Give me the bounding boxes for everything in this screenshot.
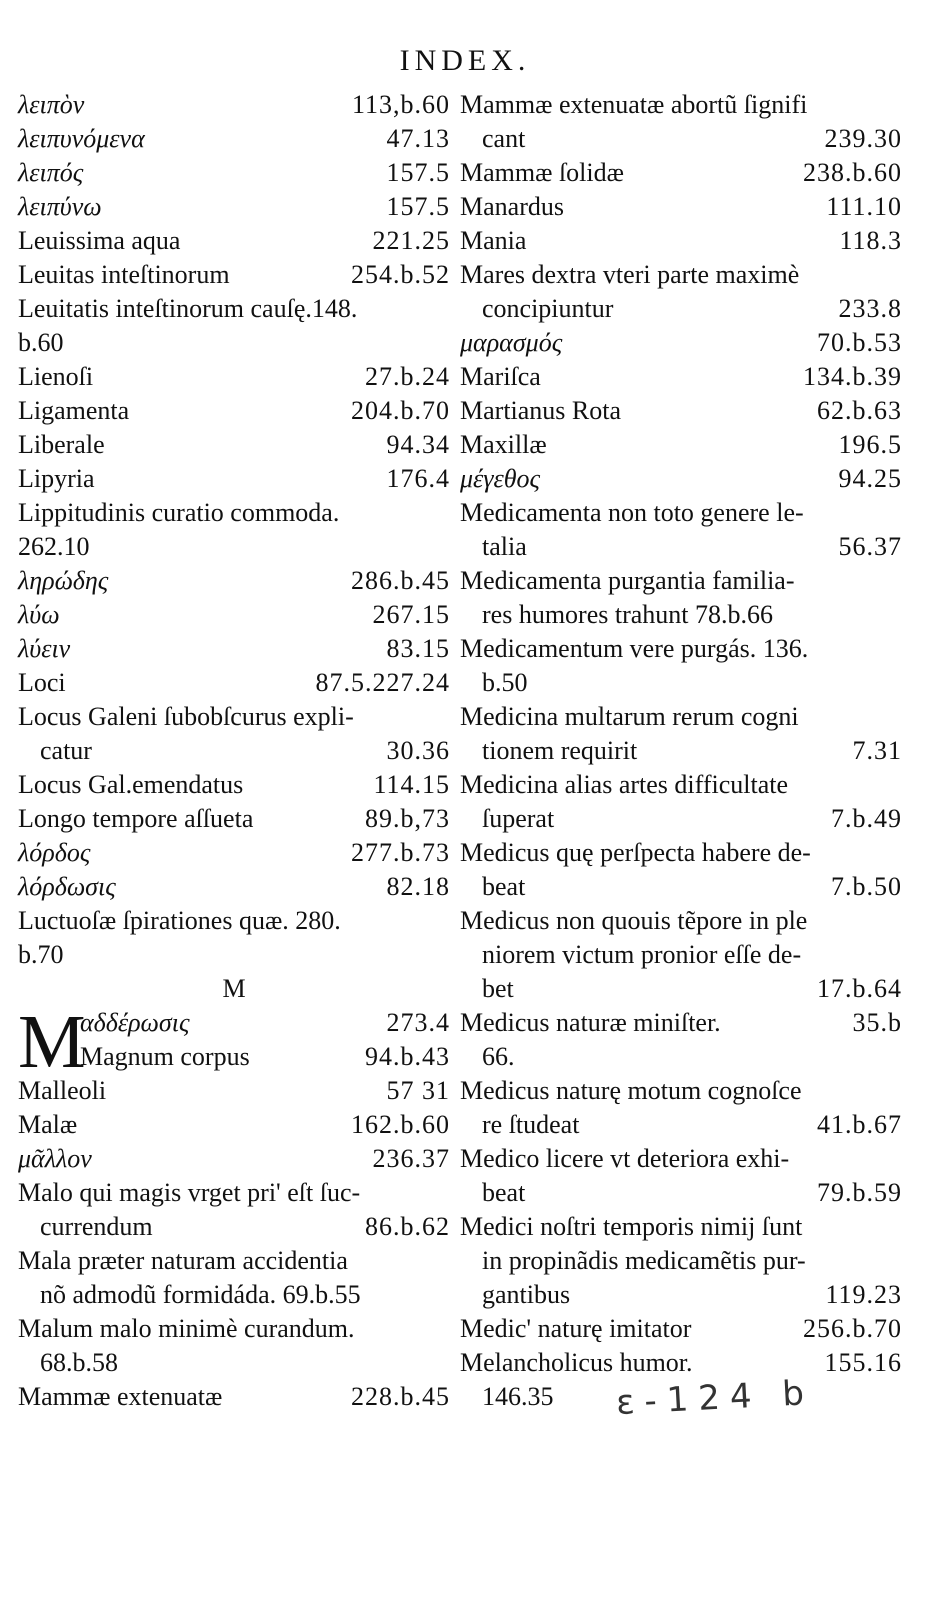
- entry-term: Longo tempore aſſueta: [18, 804, 254, 833]
- entry-term: Locus Galeni ſubobſcurus expli-: [18, 702, 354, 731]
- entry-term: res humores trahunt 78.b.66: [482, 600, 774, 629]
- entry-term: Medici noſtri temporis nimij ſunt: [460, 1212, 803, 1241]
- entry-term: Magnum corpus: [80, 1042, 250, 1071]
- index-entry: [460, 258, 902, 292]
- index-entry: [460, 836, 902, 870]
- index-entry: [18, 1176, 450, 1210]
- entry-page-ref: 256.b.70: [803, 1314, 902, 1343]
- right-entries: [460, 88, 902, 1414]
- index-entry: [460, 530, 902, 564]
- index-entry: [18, 428, 450, 462]
- entry-page-ref: 87.5.227.24: [315, 668, 450, 697]
- entry-term: Medicus naturæ miniſter.: [460, 1008, 721, 1037]
- entry-page-ref: 273.4: [386, 1008, 450, 1037]
- entry-page-ref: 118.3: [839, 226, 902, 255]
- index-entry: [460, 904, 902, 938]
- index-entry: [18, 870, 450, 904]
- entry-page-ref: 94.34: [386, 430, 450, 459]
- index-entry: [460, 428, 902, 462]
- index-entry: [460, 360, 902, 394]
- entry-term: Leuitatis inteſtinorum cauſę.148.: [18, 294, 358, 323]
- entry-term: Mariſca: [460, 362, 541, 391]
- right-column: [460, 88, 902, 1414]
- entry-page-ref: 7.31: [852, 736, 902, 765]
- index-entry: [18, 1244, 450, 1278]
- entry-term: Maxillæ: [460, 430, 547, 459]
- entry-term: Locus Gal.emendatus: [18, 770, 244, 799]
- index-entry: [18, 734, 450, 768]
- entry-term: λύειν: [18, 634, 71, 663]
- entry-page-ref: 70.b.53: [817, 328, 902, 357]
- entry-page-ref: 119.23: [825, 1280, 902, 1309]
- entry-term: niorem victum pronior eſſe de-: [482, 940, 802, 969]
- index-entry: [18, 598, 450, 632]
- index-entry: [18, 156, 450, 190]
- entry-page-ref: 35.b: [852, 1008, 902, 1037]
- entry-term: concipiuntur: [482, 294, 614, 323]
- index-entry: [460, 666, 902, 700]
- index-entry: [460, 156, 902, 190]
- index-entry: [460, 734, 902, 768]
- entry-page-ref: 286.b.45: [351, 566, 450, 595]
- index-entry: [460, 1210, 902, 1244]
- index-entry: [18, 768, 450, 802]
- index-entry: [460, 1006, 902, 1040]
- entry-term: ſuperat: [482, 804, 555, 833]
- index-entry: [18, 632, 450, 666]
- entry-term: in propinãdis medicamẽtis pur-: [482, 1246, 806, 1275]
- entry-page-ref: 238.b.60: [803, 158, 902, 187]
- index-entry: [460, 1278, 902, 1312]
- entry-term: λύω: [18, 600, 60, 629]
- index-entry: [18, 1108, 450, 1142]
- index-entry: [18, 462, 450, 496]
- entry-term: beat: [482, 1178, 526, 1207]
- index-entry: [18, 360, 450, 394]
- entry-page-ref: 111.10: [826, 192, 902, 221]
- index-entry: [460, 88, 902, 122]
- entry-page-ref: 56.37: [838, 532, 902, 561]
- entry-term: μαρασμός: [460, 328, 563, 357]
- entry-term: Mares dextra vteri parte maximè: [460, 260, 800, 289]
- entry-term: Mammæ extenuatæ abortũ ſignifi: [460, 90, 808, 119]
- entry-term: λόρδωσις: [18, 872, 116, 901]
- index-entry: [18, 394, 450, 428]
- entry-term: Manardus: [460, 192, 564, 221]
- index-entry: [18, 1380, 450, 1414]
- entry-term: currendum: [40, 1212, 153, 1241]
- entry-page-ref: 277.b.73: [351, 838, 450, 867]
- index-entry: [460, 1346, 902, 1380]
- index-entry: [460, 1074, 902, 1108]
- entry-term: Martianus Rota: [460, 396, 622, 425]
- index-entry: [460, 1176, 902, 1210]
- m-section-start: [18, 1000, 450, 1084]
- entry-term: 68.b.58: [40, 1348, 118, 1377]
- entry-term: Malum malo minimè curandum.: [18, 1314, 355, 1343]
- entry-page-ref: 233.8: [838, 294, 902, 323]
- entry-term: catur: [40, 736, 92, 765]
- entry-term: αδδέρωσις: [80, 1008, 190, 1037]
- handwritten-note: ε-124 b: [615, 1372, 815, 1424]
- section-letter: M: [222, 974, 246, 1003]
- entry-page-ref: 41.b.67: [817, 1110, 902, 1139]
- entry-page-ref: 79.b.59: [817, 1178, 902, 1207]
- entry-page-ref: 47.13: [386, 124, 450, 153]
- index-entry: [18, 122, 450, 156]
- entry-term: Medicina alias artes difficultate: [460, 770, 788, 799]
- index-entry: [18, 666, 450, 700]
- index-entry: [18, 258, 450, 292]
- index-entry: [460, 292, 902, 326]
- entry-term: cant: [482, 124, 526, 153]
- index-entry: [18, 836, 450, 870]
- entry-term: Malo qui magis vrget pri' eſt ſuc-: [18, 1178, 361, 1207]
- entry-term: Melancholicus humor.: [460, 1348, 693, 1377]
- index-entry: [460, 326, 902, 360]
- entry-term: b.50: [482, 668, 528, 697]
- index-entry: [460, 1040, 902, 1074]
- entry-term: Lipyria: [18, 464, 95, 493]
- page-title: INDEX.: [399, 44, 531, 77]
- left-entries: [18, 88, 450, 972]
- entry-page-ref: 30.36: [386, 736, 450, 765]
- entry-page-ref: 204.b.70: [351, 396, 450, 425]
- entry-page-ref: 134.b.39: [803, 362, 902, 391]
- index-entry: [460, 802, 902, 836]
- index-entry: [18, 224, 450, 258]
- entry-term: 262.10: [18, 532, 90, 561]
- entry-page-ref: 7.b.49: [831, 804, 902, 833]
- index-entry: [460, 1108, 902, 1142]
- index-entry: [18, 700, 450, 734]
- entry-term: ληρώδης: [18, 566, 109, 595]
- index-entry: [18, 802, 450, 836]
- entry-term: Medicus non quouis tẽpore in ple: [460, 906, 808, 935]
- index-entry: [18, 530, 450, 564]
- index-entry: [460, 938, 902, 972]
- entry-page-ref: 94.25: [838, 464, 902, 493]
- entry-term: b.70: [18, 940, 64, 969]
- entry-term: Lienoſi: [18, 362, 94, 391]
- entry-term: Mammæ extenuatæ: [18, 1382, 223, 1411]
- entry-term: Mammæ ſolidæ: [460, 158, 624, 187]
- entry-term: Medicus naturę motum cognoſce: [460, 1076, 802, 1105]
- left-column: [18, 88, 450, 1414]
- entry-term: talia: [482, 532, 527, 561]
- entry-term: Leuissima aqua: [18, 226, 181, 255]
- index-entry: [460, 1244, 902, 1278]
- entry-term: μᾶλλον: [18, 1144, 92, 1173]
- entry-page-ref: 176.4: [386, 464, 450, 493]
- index-entry: [18, 496, 450, 530]
- entry-term: Ligamenta: [18, 396, 130, 425]
- entry-page-ref: 236.37: [372, 1144, 450, 1173]
- entry-term: Medic' naturę imitator: [460, 1314, 692, 1343]
- entry-term: λειπός: [18, 158, 84, 187]
- entry-term: λόρδος: [18, 838, 91, 867]
- entry-page-ref: 83.15: [386, 634, 450, 663]
- index-entry: [18, 326, 450, 360]
- entry-term: bet: [482, 974, 514, 1003]
- entry-page-ref: 89.b,73: [365, 804, 450, 833]
- index-entry: [460, 190, 902, 224]
- entry-term: λειπυνόμενα: [18, 124, 145, 153]
- entry-term: Medicus quę perſpecta habere de-: [460, 838, 811, 867]
- entry-term: beat: [482, 872, 526, 901]
- index-entry: [460, 700, 902, 734]
- index-entry: [18, 1278, 450, 1312]
- index-entry: [18, 88, 450, 122]
- index-entry: [460, 122, 902, 156]
- entry-term: Malleoli: [18, 1076, 107, 1105]
- entry-term: μέγεθος: [460, 464, 541, 493]
- index-entry: [18, 190, 450, 224]
- entry-page-ref: 7.b.50: [831, 872, 902, 901]
- entry-term: Liberale: [18, 430, 105, 459]
- index-entry: [460, 462, 902, 496]
- entry-page-ref: 228.b.45: [351, 1382, 450, 1411]
- entry-page-ref: 86.b.62: [365, 1212, 450, 1241]
- index-entry: [18, 904, 450, 938]
- index-entry: [18, 938, 450, 972]
- entry-page-ref: 157.5: [386, 192, 450, 221]
- index-entry: [460, 564, 902, 598]
- index-entry: [460, 632, 902, 666]
- entry-term: Lippitudinis curatio commoda.: [18, 498, 340, 527]
- entry-term: Medicamenta purgantia familia-: [460, 566, 795, 595]
- index-entry: [460, 1142, 902, 1176]
- left-entries-after: [18, 1074, 450, 1414]
- entry-page-ref: 267.15: [372, 600, 450, 629]
- entry-page-ref: 82.18: [386, 872, 450, 901]
- entry-page-ref: 27.b.24: [365, 362, 450, 391]
- index-entry: [18, 1346, 450, 1380]
- index-entry: [460, 496, 902, 530]
- entry-term: Malæ: [18, 1110, 78, 1139]
- entry-term: gantibus: [482, 1280, 571, 1309]
- entry-term: Luctuoſæ ſpirationes quæ. 280.: [18, 906, 341, 935]
- entry-term: Medicamenta non toto genere le-: [460, 498, 804, 527]
- index-entry: [18, 292, 450, 326]
- entry-page-ref: 113,b.60: [351, 90, 450, 119]
- index-entry: [80, 1040, 450, 1074]
- index-entry: [80, 1006, 450, 1040]
- index-entry: [460, 870, 902, 904]
- entry-page-ref: 155.16: [824, 1348, 902, 1377]
- entry-term: 66.: [482, 1042, 515, 1071]
- entry-page-ref: 196.5: [838, 430, 902, 459]
- entry-term: re ſtudeat: [482, 1110, 580, 1139]
- dropcap-letter: M: [18, 1000, 86, 1084]
- index-entry: [460, 394, 902, 428]
- entry-term: λειπύνω: [18, 192, 102, 221]
- entry-page-ref: 57 31: [386, 1076, 450, 1105]
- entry-page-ref: 254.b.52: [351, 260, 450, 289]
- entry-term: Medicamentum vere purgás. 136.: [460, 634, 809, 663]
- entry-page-ref: 94.b.43: [365, 1042, 450, 1071]
- index-entry: [18, 1210, 450, 1244]
- index-entry: [18, 1142, 450, 1176]
- entry-term: nõ admodũ formidáda. 69.b.55: [40, 1280, 361, 1309]
- index-entry: [18, 564, 450, 598]
- entry-term: b.60: [18, 328, 64, 357]
- entry-term: tionem requirit: [482, 736, 638, 765]
- entry-page-ref: 17.b.64: [817, 974, 902, 1003]
- entry-page-ref: 239.30: [824, 124, 902, 153]
- entry-term: Medico licere vt deteriora exhi-: [460, 1144, 790, 1173]
- entry-term: Mala præter naturam accidentia: [18, 1246, 348, 1275]
- entry-term: λειπὸν: [18, 90, 85, 119]
- entry-term: Mania: [460, 226, 527, 255]
- entry-page-ref: 114.15: [373, 770, 450, 799]
- entry-page-ref: 157.5: [386, 158, 450, 187]
- index-entry: [460, 224, 902, 258]
- entry-page-ref: 221.25: [372, 226, 450, 255]
- index-entry: [460, 598, 902, 632]
- entry-term: Loci: [18, 668, 66, 697]
- entry-page-ref: 62.b.63: [817, 396, 902, 425]
- entry-term: 146.35: [482, 1382, 554, 1411]
- entry-term: Leuitas inteſtinorum: [18, 260, 230, 289]
- index-entry: [460, 972, 902, 1006]
- index-entry: [18, 1312, 450, 1346]
- index-entry: [460, 1312, 902, 1346]
- entry-term: Medicina multarum rerum cogni: [460, 702, 799, 731]
- index-entry: [460, 768, 902, 802]
- entry-page-ref: 162.b.60: [351, 1110, 450, 1139]
